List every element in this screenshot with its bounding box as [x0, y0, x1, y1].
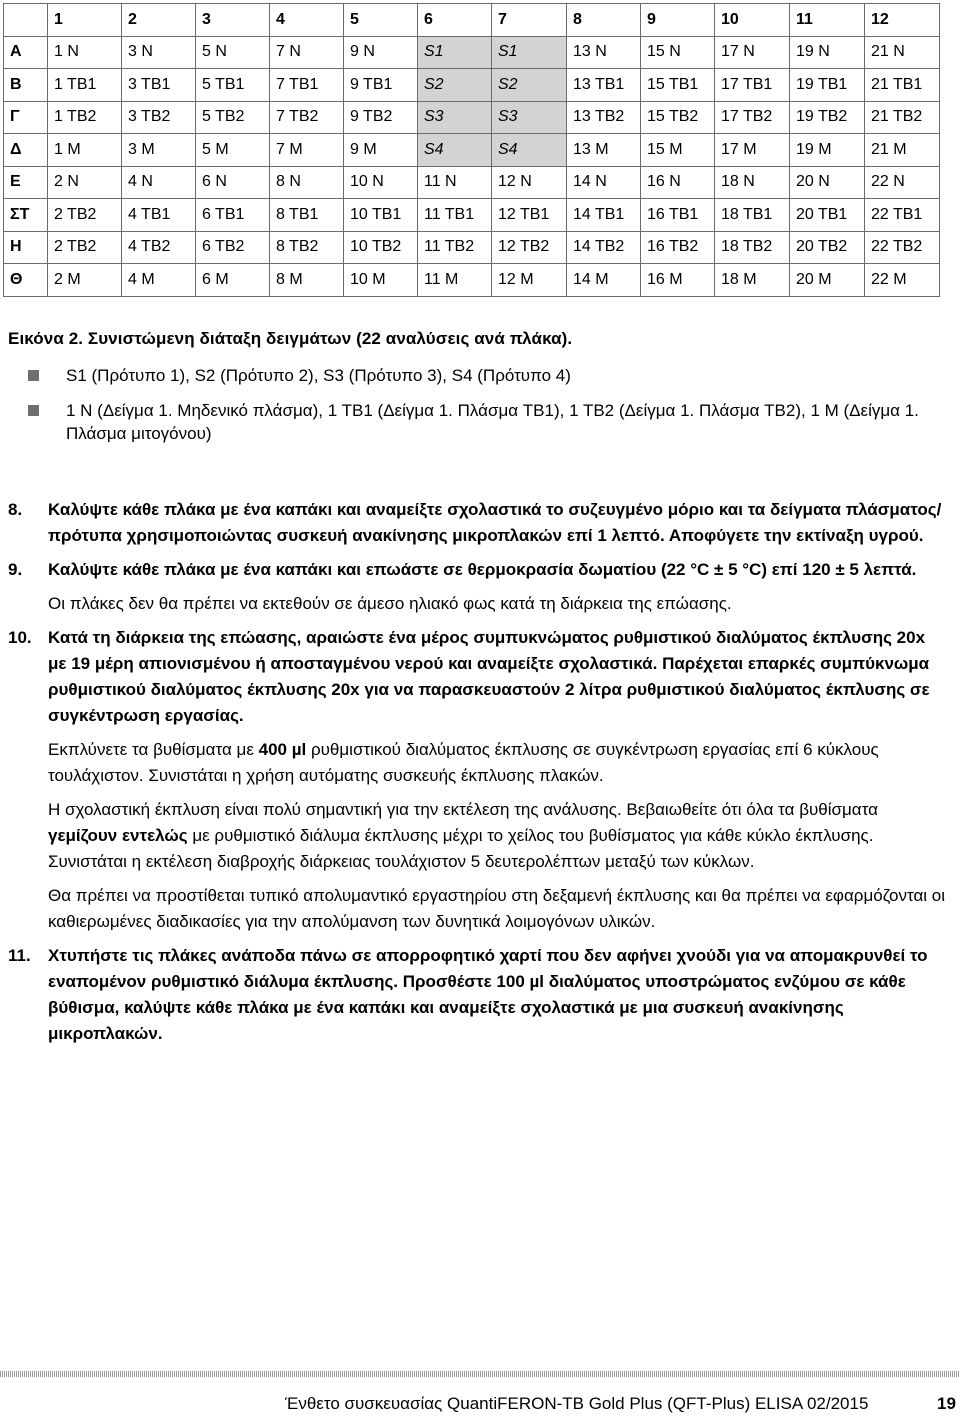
step-note: Οι πλάκες δεν θα πρέπει να εκτεθούν σε άμεσο ηλιακό φως κατά τη διάρκεια της επώασης.	[48, 594, 732, 613]
sample-well-cell: 3 TB2	[122, 101, 196, 134]
sample-well-cell: 14 N	[567, 166, 641, 199]
row-header: ΣΤ	[4, 199, 48, 232]
sample-well-cell: 11 TB2	[418, 231, 492, 264]
table-row	[4, 199, 940, 232]
table-row	[4, 101, 940, 134]
sample-well-cell: 12 N	[492, 166, 567, 199]
sample-well-cell: 10 M	[344, 264, 418, 297]
sample-well-cell: 13 M	[567, 134, 641, 167]
sample-well-cell: 7 TB1	[270, 69, 344, 102]
sample-well-cell: 12 TB1	[492, 199, 567, 232]
sample-well-cell: 21 TB1	[865, 69, 940, 102]
column-header: 7	[492, 4, 567, 37]
column-header: 5	[344, 4, 418, 37]
sample-well-cell: 3 M	[122, 134, 196, 167]
row-header: Η	[4, 231, 48, 264]
row-header: Θ	[4, 264, 48, 297]
table-row	[4, 231, 940, 264]
sample-well-cell: 6 TB1	[196, 199, 270, 232]
sample-well-cell: 18 TB1	[715, 199, 790, 232]
step-8	[8, 497, 948, 549]
procedure-steps	[8, 497, 948, 1055]
sample-well-cell: 7 N	[270, 36, 344, 69]
column-header: 2	[122, 4, 196, 37]
sample-well-cell: 15 M	[641, 134, 715, 167]
column-header: 1	[48, 4, 122, 37]
text-run: Εκπλύνετε τα βυθίσματα με	[48, 740, 259, 759]
sample-well-cell: 3 N	[122, 36, 196, 69]
sample-well-cell: 8 N	[270, 166, 344, 199]
sample-well-cell: 8 TB1	[270, 199, 344, 232]
step-number: 8.	[8, 500, 23, 519]
sample-well-cell: 14 M	[567, 264, 641, 297]
sample-well-cell: 20 TB1	[790, 199, 865, 232]
sample-well-cell: 7 M	[270, 134, 344, 167]
sample-well-cell: 22 M	[865, 264, 940, 297]
page-number: 19	[937, 1394, 956, 1413]
sample-well-cell: 5 N	[196, 36, 270, 69]
column-header: 6	[418, 4, 492, 37]
square-bullet-icon	[28, 405, 39, 416]
sample-well-cell: 2 TB2	[48, 199, 122, 232]
step-paragraph	[48, 737, 948, 789]
text-run: Η σχολαστική έκπλυση είναι πολύ σημαντική για την εκτέλεση της ανάλυσης. Βεβαιωθείτε ότι όλα τα βυθίσματα	[48, 800, 878, 819]
sample-well-cell: 16 N	[641, 166, 715, 199]
column-header: 12	[865, 4, 940, 37]
sample-well-cell: 5 TB2	[196, 101, 270, 134]
standard-well-cell: S1	[492, 36, 567, 69]
sample-well-cell: 20 TB2	[790, 231, 865, 264]
sample-well-cell: 22 TB2	[865, 231, 940, 264]
sample-well-cell: 5 TB1	[196, 69, 270, 102]
column-header: 11	[790, 4, 865, 37]
text-run: με ρυθμιστικό διάλυμα έκπλυσης μέχρι το χείλος του βυθίσματος για κάθε κύκλο έκπλυσης. Συνιστάται η εκτέλεση διαβροχής διάρκειας τουλάχιστον 5 δευτερολέπτων μεταξύ των κύκλων.	[48, 826, 874, 871]
figure-caption: Εικόνα 2. Συνιστώμενη διάταξη δειγμάτων (22 αναλύσεις ανά πλάκα).	[8, 329, 573, 348]
legend-bullet-text: 1 N (Δείγμα 1. Μηδενικό πλάσμα), 1 TB1 (Δείγμα 1. Πλάσμα TB1), 1 TB2 (Δείγμα 1. Πλάσμα TB2), 1 M (Δείγμα 1. Πλάσμα μιτογόνου)	[66, 401, 919, 443]
sample-well-cell: 16 TB1	[641, 199, 715, 232]
sample-well-cell: 1 N	[48, 36, 122, 69]
emphasis-run: 400 µl	[258, 740, 307, 759]
footer-document-title: Ένθετο συσκευασίας QuantiFERON-TB Gold Plus (QFT-Plus) ELISA 02/2015	[285, 1394, 869, 1413]
sample-well-cell: 22 TB1	[865, 199, 940, 232]
step-paragraph: Θα πρέπει να προστίθεται τυπικό απολυμαντικό εργαστηρίου στη δεξαμενή έκπλυσης και θα πρέπει να εφαρμόζονται οι καθιερωμένες διαδικασίες για την απολύμανση των δυνητικά λοιμογόνων υλικών.	[48, 886, 946, 931]
sample-well-cell: 8 TB2	[270, 231, 344, 264]
footer-divider	[0, 1371, 960, 1377]
sample-well-cell: 4 TB1	[122, 199, 196, 232]
step-11	[8, 943, 948, 1047]
sample-well-cell: 1 TB1	[48, 69, 122, 102]
row-header: Α	[4, 36, 48, 69]
column-header: 9	[641, 4, 715, 37]
column-header: 10	[715, 4, 790, 37]
legend-bullet-item	[66, 399, 946, 445]
step-instruction: Κατά τη διάρκεια της επώασης, αραιώστε ένα μέρος συμπυκνώματος ρυθμιστικού διαλύματος έκπλυσης 20x με 19 μέρη απιονισμένου ή αποσταγμένου νερού και αναμείξτε σχολαστικά. Παρέχεται επαρκές συμπύκνωμα ρυθμιστικού διαλύματος έκπλυσης 20x για να παρασκευαστούν 2 λίτρα ρυθμιστικού διαλύματος έκπλυσης σε συγκέντρωση εργασίας.	[48, 628, 930, 725]
step-number: 10.	[8, 628, 32, 647]
column-header: 8	[567, 4, 641, 37]
sample-well-cell: 6 N	[196, 166, 270, 199]
sample-well-cell: 18 M	[715, 264, 790, 297]
square-bullet-icon	[28, 370, 39, 381]
emphasis-run: γεμίζουν εντελώς	[48, 826, 188, 845]
legend-bullet-list	[66, 364, 946, 457]
standard-well-cell: S4	[492, 134, 567, 167]
standard-well-cell: S3	[418, 101, 492, 134]
sample-well-cell: 4 TB2	[122, 231, 196, 264]
standard-well-cell: S3	[492, 101, 567, 134]
sample-well-cell: 9 TB2	[344, 101, 418, 134]
sample-well-cell: 16 TB2	[641, 231, 715, 264]
sample-well-cell: 13 TB1	[567, 69, 641, 102]
sample-well-cell: 11 TB1	[418, 199, 492, 232]
sample-well-cell: 6 TB2	[196, 231, 270, 264]
step-instruction: Χτυπήστε τις πλάκες ανάποδα πάνω σε απορροφητικό χαρτί που δεν αφήνει χνούδι για να απομακρυνθεί το εναπομένον ρυθμιστικό διάλυμα έκπλυσης. Προσθέστε 100 µl διαλύματος υποστρώματος ενζύμου σε κάθε βύθισμα, καλύψτε κάθε πλάκα με ένα καπάκι και αναμείξτε σχολαστικά με μια συσκευή ανακίνησης μικροπλακών.	[48, 946, 928, 1043]
sample-well-cell: 10 TB1	[344, 199, 418, 232]
sample-well-cell: 21 N	[865, 36, 940, 69]
step-instruction: Καλύψτε κάθε πλάκα με ένα καπάκι και επωάστε σε θερμοκρασία δωματίου (22 °C ± 5 °C) επί 120 ± 5 λεπτά.	[48, 560, 917, 579]
step-number: 11.	[8, 946, 31, 965]
sample-well-cell: 22 N	[865, 166, 940, 199]
sample-well-cell: 9 M	[344, 134, 418, 167]
sample-well-cell: 19 M	[790, 134, 865, 167]
sample-well-cell: 12 TB2	[492, 231, 567, 264]
step-10	[8, 625, 948, 935]
plate-table-body	[4, 4, 940, 297]
sample-well-cell: 21 M	[865, 134, 940, 167]
table-row	[4, 69, 940, 102]
sample-well-cell: 20 M	[790, 264, 865, 297]
sample-well-cell: 7 TB2	[270, 101, 344, 134]
sample-well-cell: 15 TB1	[641, 69, 715, 102]
sample-well-cell: 14 TB2	[567, 231, 641, 264]
sample-well-cell: 8 M	[270, 264, 344, 297]
sample-well-cell: 9 N	[344, 36, 418, 69]
plate-layout-table	[3, 3, 940, 297]
sample-well-cell: 15 TB2	[641, 101, 715, 134]
row-header: Γ	[4, 101, 48, 134]
legend-bullet-item	[66, 364, 946, 387]
sample-well-cell: 14 TB1	[567, 199, 641, 232]
row-header: Δ	[4, 134, 48, 167]
sample-well-cell: 1 TB2	[48, 101, 122, 134]
sample-well-cell: 20 N	[790, 166, 865, 199]
sample-well-cell: 9 TB1	[344, 69, 418, 102]
step-paragraph	[48, 797, 948, 875]
table-row	[4, 134, 940, 167]
sample-well-cell: 10 N	[344, 166, 418, 199]
table-row	[4, 36, 940, 69]
table-row	[4, 166, 940, 199]
sample-well-cell: 18 N	[715, 166, 790, 199]
sample-well-cell: 2 TB2	[48, 231, 122, 264]
sample-well-cell: 2 N	[48, 166, 122, 199]
standard-well-cell: S4	[418, 134, 492, 167]
sample-well-cell: 19 TB2	[790, 101, 865, 134]
sample-well-cell: 6 M	[196, 264, 270, 297]
row-header: Β	[4, 69, 48, 102]
sample-well-cell: 19 TB1	[790, 69, 865, 102]
sample-well-cell: 10 TB2	[344, 231, 418, 264]
sample-well-cell: 17 TB2	[715, 101, 790, 134]
legend-bullet-text: S1 (Πρότυπο 1), S2 (Πρότυπο 2), S3 (Πρότυπο 3), S4 (Πρότυπο 4)	[66, 366, 571, 385]
sample-well-cell: 4 N	[122, 166, 196, 199]
sample-well-cell: 16 M	[641, 264, 715, 297]
step-9	[8, 557, 948, 617]
sample-well-cell: 13 N	[567, 36, 641, 69]
sample-well-cell: 17 N	[715, 36, 790, 69]
sample-well-cell: 3 TB1	[122, 69, 196, 102]
sample-well-cell: 15 N	[641, 36, 715, 69]
table-header-row	[4, 4, 940, 37]
text-run: ρυθμιστικού διαλύματος έκπλυσης σε συγκέντρωση εργασίας επί 6 κύκλους τουλάχιστον. Συνιστάται η χρήση αυτόματης συσκευής έκπλυσης πλακών.	[48, 740, 879, 785]
sample-well-cell: 18 TB2	[715, 231, 790, 264]
sample-well-cell: 5 M	[196, 134, 270, 167]
standard-well-cell: S2	[492, 69, 567, 102]
table-row	[4, 264, 940, 297]
sample-well-cell: 2 M	[48, 264, 122, 297]
standard-well-cell: S2	[418, 69, 492, 102]
sample-well-cell: 12 M	[492, 264, 567, 297]
row-header: Ε	[4, 166, 48, 199]
sample-well-cell: 21 TB2	[865, 101, 940, 134]
sample-well-cell: 11 M	[418, 264, 492, 297]
standard-well-cell: S1	[418, 36, 492, 69]
sample-well-cell: 1 M	[48, 134, 122, 167]
sample-well-cell: 4 M	[122, 264, 196, 297]
table-corner-cell	[4, 4, 48, 37]
column-header: 4	[270, 4, 344, 37]
sample-well-cell: 17 TB1	[715, 69, 790, 102]
step-number: 9.	[8, 560, 23, 579]
sample-well-cell: 17 M	[715, 134, 790, 167]
sample-well-cell: 11 N	[418, 166, 492, 199]
sample-well-cell: 19 N	[790, 36, 865, 69]
step-instruction: Καλύψτε κάθε πλάκα με ένα καπάκι και αναμείξτε σχολαστικά το συζευγμένο μόριο και τα δείγματα πλάσματος/πρότυπα χρησιμοποιώντας συσκευή ανακίνησης μικροπλακών επί 1 λεπτό. Αποφύγετε την εκτίναξη υγρού.	[48, 500, 942, 545]
sample-well-cell: 13 TB2	[567, 101, 641, 134]
column-header: 3	[196, 4, 270, 37]
